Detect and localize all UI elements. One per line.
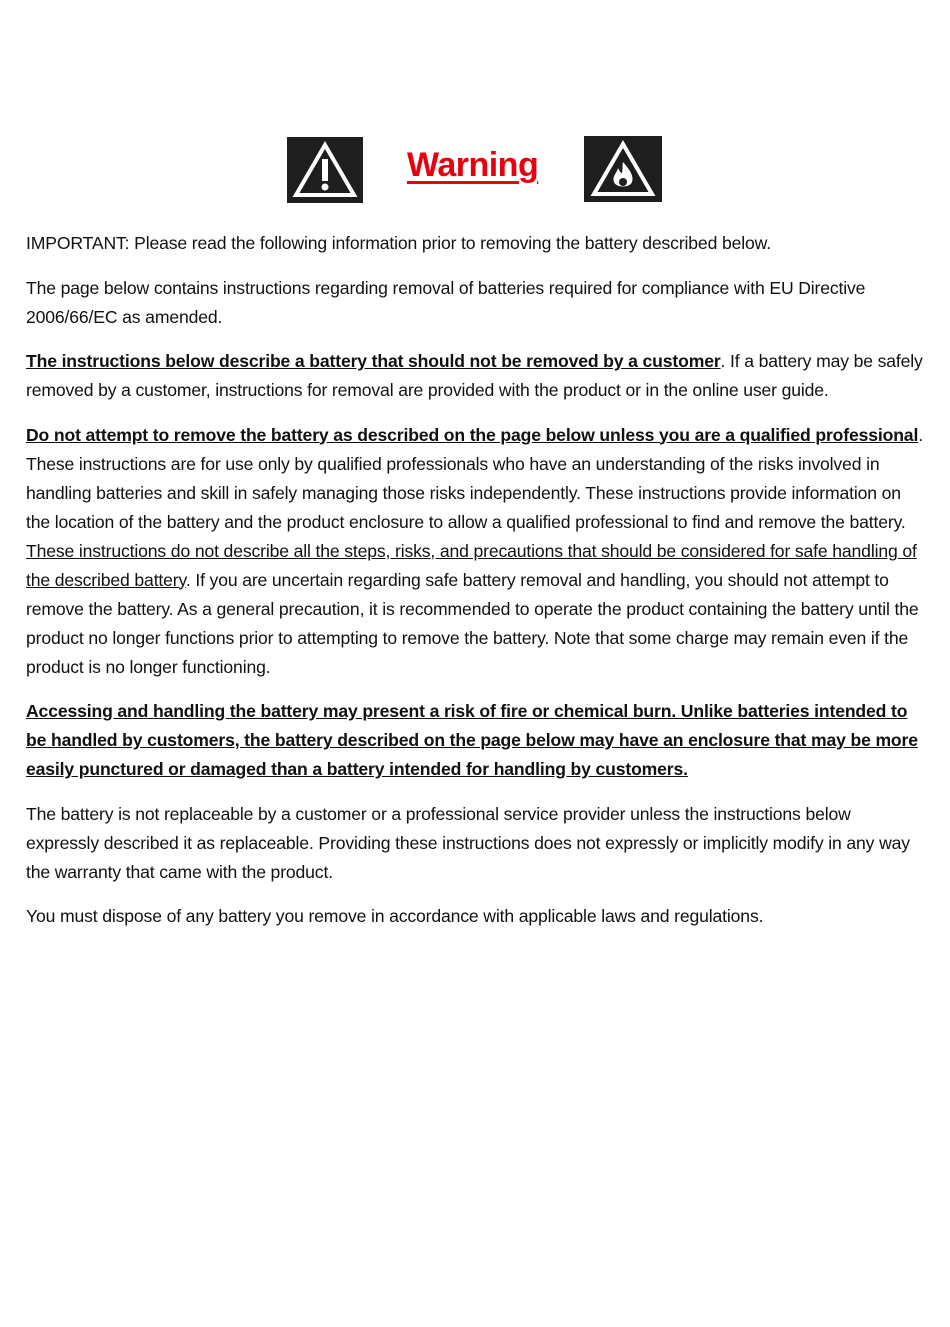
- emphasized-text: The instructions below describe a battery that should not be removed by a customer: [26, 351, 721, 371]
- paragraph: [26, 902, 926, 931]
- paragraph: [26, 800, 926, 887]
- text: The page below contains instructions regarding removal of batteries required for compliance with EU Directive 2006/66/EC as amended.: [26, 277, 866, 327]
- paragraph: [26, 229, 926, 258]
- emphasized-text: Do not attempt to remove the battery as described on the page below unless you are a qualified professional: [26, 424, 919, 445]
- text: . If a battery may be safely removed by a customer, instructions for removal are provided with the product or in the online user guide.: [26, 351, 923, 400]
- exclamation-warning-icon: [287, 137, 363, 203]
- flammable-warning-icon: [584, 136, 662, 202]
- text: . If you are uncertain regarding safe battery removal and handling, you should not attempt to remove the battery. As a general precaution, it is recommended to operate the product containing the battery until the product no longer functions prior to attempting to remove the battery. Note that some charge may remain even if the product is no longer functioning.: [26, 569, 919, 677]
- paragraph: [26, 274, 926, 332]
- page-title: Warning: [407, 146, 539, 184]
- paragraph: [26, 421, 926, 682]
- text: . These instructions are for use only by qualified professionals who have an understanding of the risks involved in handling batteries and skill in safely managing those risks independently. These instructions provide information on the location of the battery and the product enclosure to allow a qualified professional to find and remove the battery.: [26, 424, 923, 532]
- text: You must dispose of any battery you remove in accordance with applicable laws and regulations.: [26, 906, 764, 926]
- text: The battery is not replaceable by a customer or a professional service provider unless the instructions below expressly described it as replaceable. Providing these instructions does not expressly or implicitly modify in any way the warranty that came with the product.: [26, 803, 910, 882]
- paragraph: [26, 697, 926, 784]
- document-body: [26, 229, 926, 947]
- emphasized-text: Accessing and handling the battery may present a risk of fire or chemical burn. Unlike batteries intended to be handled by customers, the battery described on the page below may have an enclosure that may be more easily punctured or damaged than a battery intended for handling by customers.: [26, 701, 918, 779]
- paragraph: [26, 347, 926, 405]
- emphasized-text: These instructions do not describe all the steps, risks, and precautions that should be considered for safe handling of the described battery: [26, 540, 917, 590]
- text: IMPORTANT: Please read the following information prior to removing the battery described below.: [26, 233, 771, 253]
- warning-header: [0, 136, 950, 206]
